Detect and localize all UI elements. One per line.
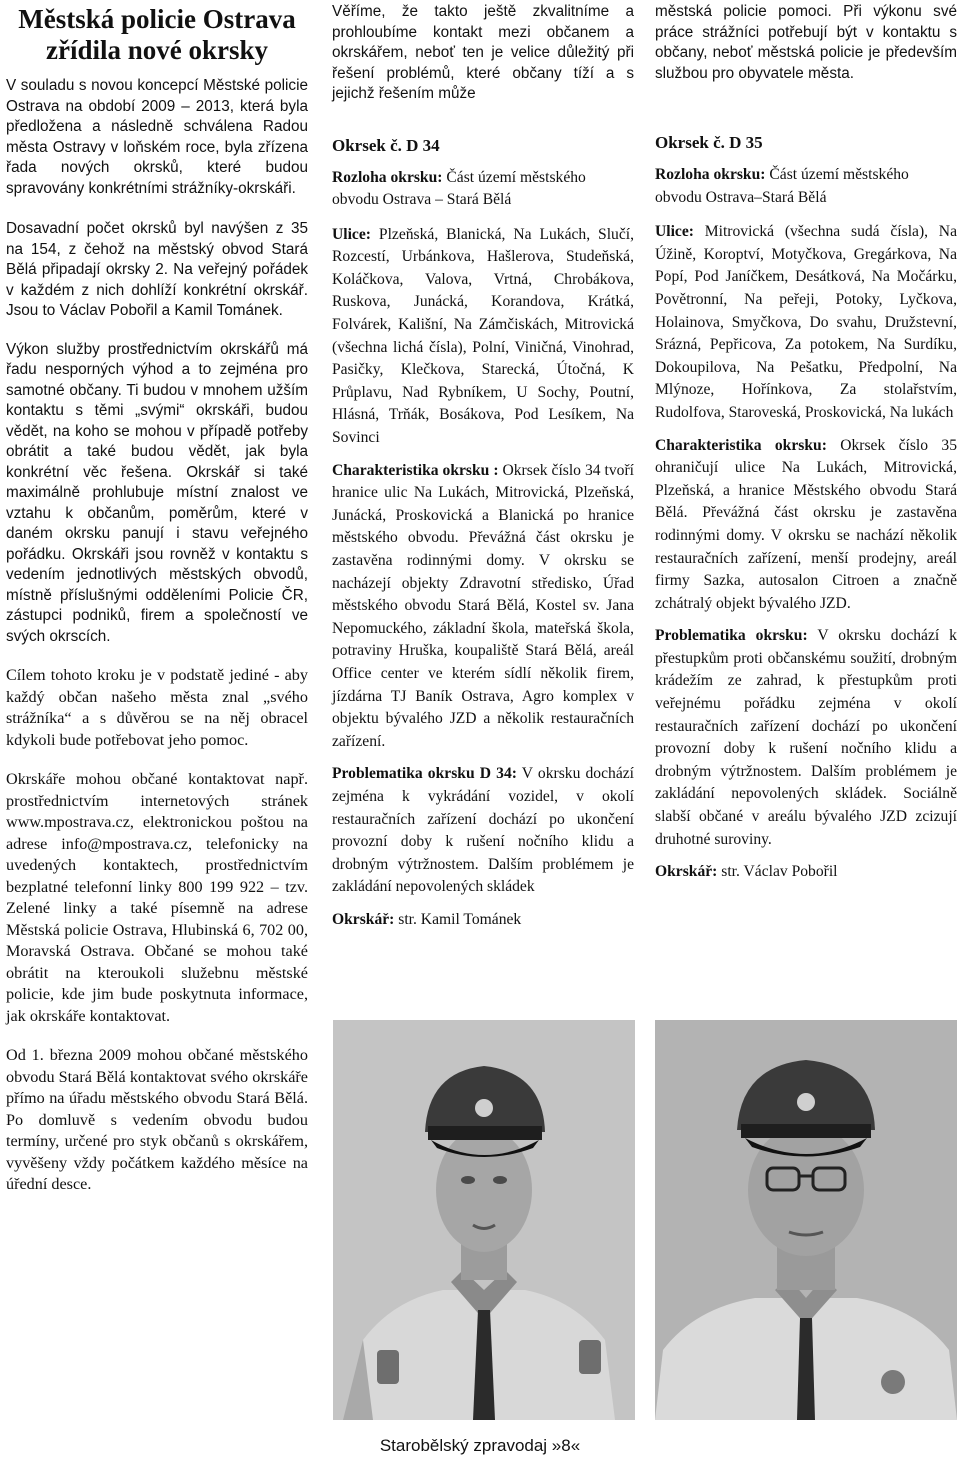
paragraph-advantages: Výkon služby prostřednictvím okrskářů má řadu nesporných výhod a to zejména pro samotné občany. Ti budou v mnohem užším kontaktu s těmi „svými“ okrskáři, budou vědět, na koho se mohou v případě potřeby obrátit a také budou vědět, jak byla konkrétní věc řešena. Okrskář si také maximálně prohlubuje místní znalost ve vztahu k občanům, poměrům, které v daném okrsku panují i stavu veřejného pořádku. Okrskáři jsou rovněž v kontaktu s vedením jednotlivých městských obvodů, místně příslušnými odděleními Policie ČR, zástupci podniků, firem a společností ve svých okrscích. [6, 340, 308, 645]
photo-officer-tomanek [333, 1020, 635, 1420]
d35-rozloha-value: Část území městského obvodu Ostrava–Stará Bělá [655, 166, 909, 206]
d35-heading: Okrsek č. D 35 [655, 133, 763, 152]
rozloha-label: Rozloha okrsku: [655, 166, 766, 183]
paragraph-belief: Věříme, že takto ještě zkvalitníme a prohloubíme kontakt mezi občanem a okrskářem, neboť ten je velice důležitý při řešení problémů, které občany tíží a s jejichž řešením může [332, 3, 634, 102]
d35-ulice [655, 221, 957, 424]
title-line-1: Městská policie Ostrava [18, 4, 296, 34]
ulice-label: Ulice: [332, 225, 371, 243]
okrskar-label: Okrskář: [332, 910, 395, 928]
problematika-label: Problematika okrsku: [655, 627, 808, 645]
d34-heading: Okrsek č. D 34 [332, 135, 440, 155]
okrskar-label: Okrskář: [655, 863, 718, 881]
d34-okrskar-value: str. Kamil Tománek [398, 910, 522, 928]
charakteristika-label: Charakteristika okrsku : [332, 461, 499, 479]
d34-rozloha-value: Část území městského obvodu Ostrava – Stará Bělá [332, 168, 586, 209]
d35-okrskar-value: str. Václav Pobořil [721, 863, 838, 881]
d34-problematika [332, 763, 634, 899]
d35-rozloha [655, 164, 957, 209]
d34-charakteristika-value: Okrsek číslo 34 tvoří hranice ulic Na Lukách, Mitrovická, Plzeňská, Junácká, Proskovická a Blanická po hranice městského obvodu. Převážná část okrsku je zastavěna rodinnými domy. V okrsku se nacházejí objekty Zdravotní středisko, Úřad městského obvodu Stará Bělá, Kostel sv. Jana Nepomuckého, základní škola, mateřská škola, potraviny Hruška, koupaliště Stará Bělá, areál Office center ve kterém sídlí několik firem, jízdárna TJ Baník Ostrava, Agro komplex v objektu bývalého JZD a několik restauračních zařízení. [332, 461, 634, 750]
paragraph-office-hours: Od 1. března 2009 mohou občané městského obvodu Stará Bělá kontaktovat svého okrskáře přímo na úřadu městského obvodu Stará Bělá. Po domluvě s vedením obvodu budou termíny, určené pro styk občanů s okrskářem, vyvěšeny vždy počátkem každého měsíce na úřední desce. [6, 1046, 308, 1193]
column-left [6, 0, 308, 1196]
d35-problematika-value: V okrsku dochází k přestupkům proti občanskému soužití, drobným krádežím ze zahrad, k přestupkům proti veřejnému pořádku zejména v okolí restauračních zařízení dochází po ukončení provozní doby k rušení nočního klidu a drobným výtržnostem. Dalším problémem je zakládání nepovolených skládek. Sociálně slabší občané v areálu bývalého JZD zcizují druhotné suroviny. [655, 627, 957, 848]
paragraph-okrsky-count: Dosavadní počet okrsků byl navýšen z 35 na 154, z čehož na městský obvod Stará Bělá připadají okrsky 2. Na veřejný pořádek v každém z nich dohlíží konkrétní okrskář. Jsou to Václav Pobořil a Kamil Tománek. [6, 220, 308, 319]
d34-ulice-value: Plzeňská, Blanická, Na Lukách, Slučí, Rozcestí, Urbánkova, Hašlerova, Studeňská, Koláčkova, Valova, Vrtná, Chrobákova, Ruskova, Junácká, Korandova, Krátká, Folvárek, Kališní, Na Zámčiskách, Mitrovická (všechna lichá čísla), Polní, Viničná, Vinohrad, Pasičky, Klečkova, Starecká, Útočná, K Průplavu, Nad Rybníkem, U Sochy, Poutní, Hlásná, Trňák, Bosákova, Pod Lesíkem, Na Sovinci [332, 225, 634, 447]
paragraph-contacts: Okrskáře mohou občané kontaktovat např. prostřednictvím internetových stránek www.mpostrava.cz, elektronickou poštou na adrese info@mpostrava.cz, telefonicky na uvedených kontaktech, prostřednictvím bezplatné telefonní linky 800 199 922 – tzv. Zelené linky a také písemně na adrese Městská policie Ostrava, Hlubinská 6, 702 00, Moravská Ostrava. Občané se mohou také obrátit na kteroukoli služebnu městské policie, kde jim bude poskytnuta informace, jak okrskáře kontaktovat. [6, 770, 308, 1025]
intro-paragraph: V souladu s novou koncepcí Městské policie Ostrava na období 2009 – 2013, která byla předložena a následně schválena Radou města Ostravy v loňském roce, byla zřízena řada nových okrsků, které budou spravovány konkrétními strážníky-okrskáři. [6, 77, 308, 197]
photo-officer-poboril [655, 1020, 957, 1420]
column-right [655, 0, 957, 884]
title-line-2: zřídila nové okrsky [45, 35, 268, 65]
d34-charakteristika [332, 460, 634, 754]
paragraph-goal: Cílem tohoto kroku je v podstatě jediné - aby každý občan našeho města znal „svého strážníka“ a s důvěrou se na něj obracel kdykoli bude potřebovat jeho pomoc. [6, 666, 308, 749]
article-title [6, 4, 308, 66]
d35-charakteristika-value: Okrsek číslo 35 ohraničují ulice Na Lukách, Mitrovická, Plzeňská, a hranice Městského obvodu Stará Bělá. Převážná část okrsku je zastavěna rodinnými domy. V okrsku se nachází několik restauračních zařízení, menší prodejny, areál firmy Sazka, autosalon Citroen a značně zchátralý objekt bývalého JZD. [655, 436, 957, 612]
charakteristika-label: Charakteristika okrsku: [655, 436, 827, 454]
rozloha-label: Rozloha okrsku: [332, 168, 443, 186]
ulice-label: Ulice: [655, 223, 694, 241]
column-middle [332, 0, 634, 932]
d35-charakteristika [655, 435, 957, 616]
d34-problematika-value: V okrsku dochází zejména k vykrádání vozidel, v okolí restauračních zařízení dochází po ukončení provozní doby k rušení nočního klidu a drobným výtržnostem. Dalším problémem je zakládání nepovolených skládek [332, 765, 634, 896]
d35-ulice-value: Mitrovická (všechna sudá čísla), Na Úžině, Koroptví, Motyčkova, Gregárkova, Na Popí, Pod Janíčkem, Desátková, Na Močárku, Povětronní, Na peřeji, Potoky, Lyčkova, Holainova, Smyčkova, Do svahu, Družstevní, Srázná, Pepřicova, Za potokem, Na Surdíku, Dokoupilova, Na Pešatku, Předpolní, Na Mlýnoze, Hořínkova, Za stolařstvím, Rudolfova, Staroveská, Proskovická, Na lukách [655, 223, 957, 421]
d34-okrskar [332, 909, 634, 932]
problematika-label: Problematika okrsku D 34: [332, 765, 517, 783]
d35-problematika [655, 625, 957, 851]
paragraph-cooperation: městská policie pomoci. Při výkonu své práce strážníci potřebují být v kontaktu s občany, neboť městská policie je především službou pro obyvatele města. [655, 3, 957, 82]
d34-ulice [332, 224, 634, 450]
footer-page-label: Starobělský zpravodaj »8« [379, 1436, 581, 1455]
d35-okrskar [655, 861, 957, 884]
d34-rozloha [332, 167, 634, 212]
